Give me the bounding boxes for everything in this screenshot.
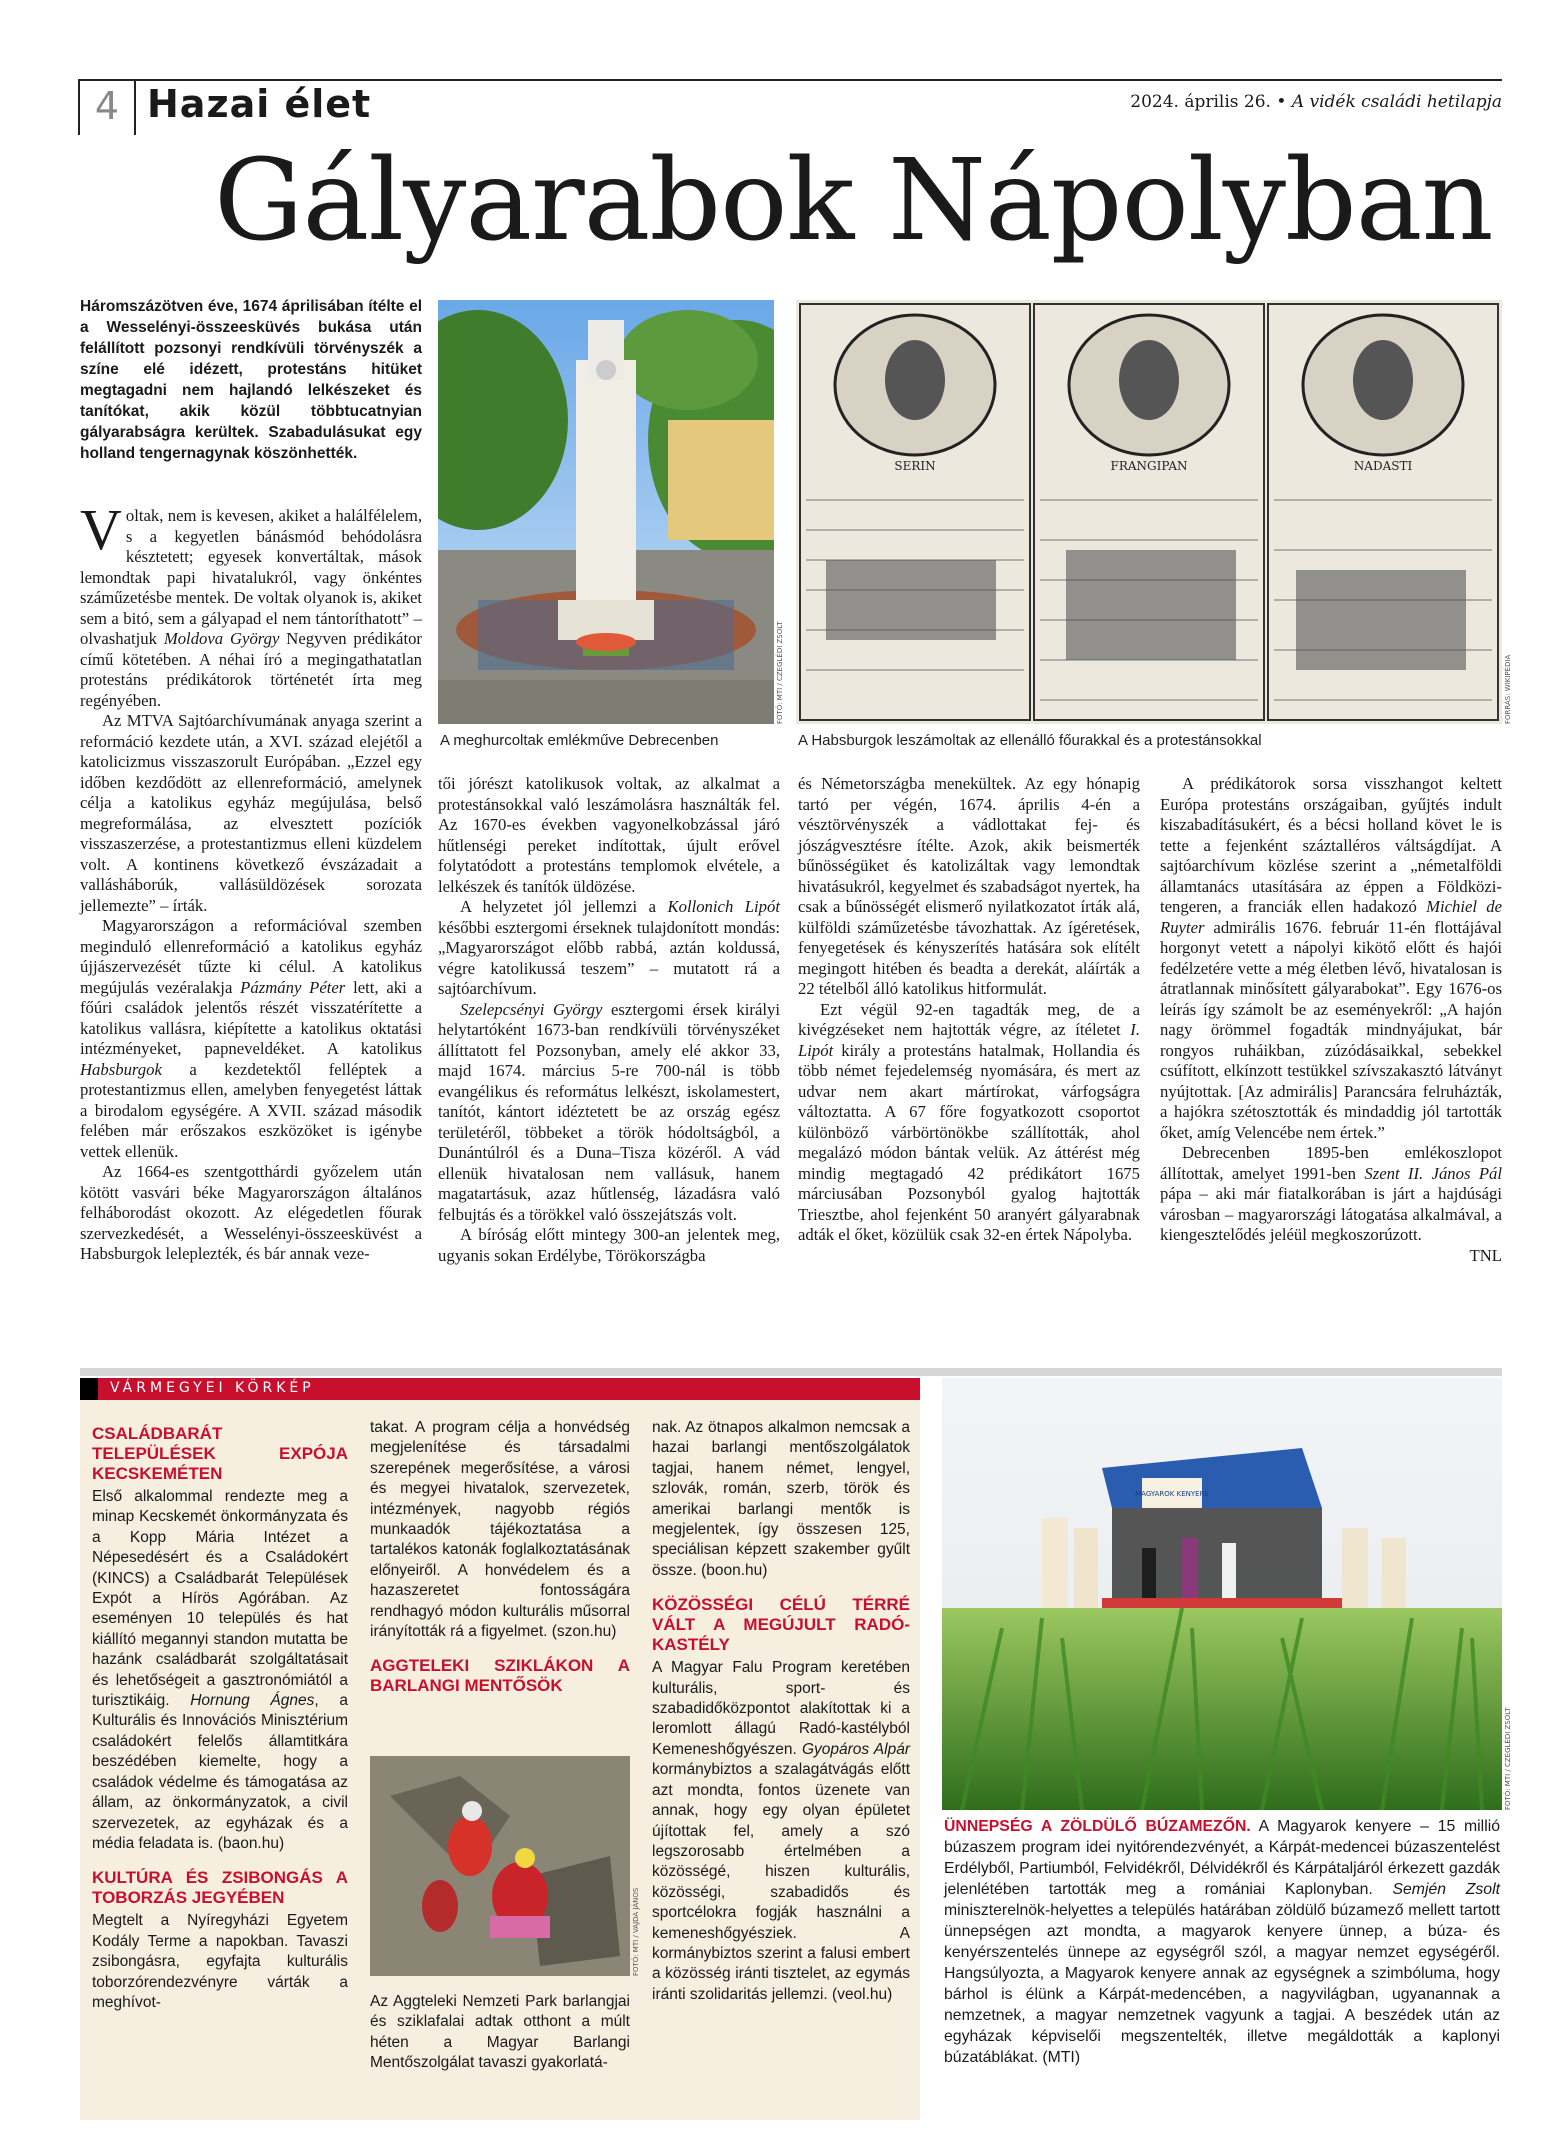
paragraph: Szelepcsényi György esztergomi érsek királyi helytartóként 1673-ban rendkívüli törvényszéket állíttatott fel Pozsonyban, amely elé akkor 33, majd 1674. március 5-re 700-nál is több evangélikus és református lelkészt, iskolamestert, tanítót, kántort idéztetett be az ország egész területéről, többeket a török hódoltságból, a Dunántúlról és a Duna–Tisza közéről. A vád ellenük hivatalosan nem vallásuk, hanem magatartásuk, azaz hűtlenség, lázadásra való felbujtás és a törökkel való összejátszás volt. [438, 999, 780, 1224]
article-column-2 [438, 774, 780, 1266]
wheat-field-ceremony-photo [942, 1378, 1502, 1810]
korkep-label-bar [80, 1378, 920, 1400]
paragraph: A prédikátorok sorsa visszhangot keltett Európa protestáns országaiban, gyűjtés indult kiszabadításukért, és a bécsi holland követ le is tette a fejenként száztalléros váltságdíjat. A sajtóarchívum közlése szerint a „németalföldi államtanács utasítására az éppen a Földközi-tengeren, a franciák ellen hadakozó Michiel de Ruyter admirális 1676. február 11-én flottájával horgonyt vetett a nápolyi kikötő előtt és hajói fedélzetére vette a még életben lévő, hivatalosan is átratlannak minősített gályarabokat”. Egy 1676-os leírás így számolt be az eseményekről: „A hajón nagy örömmel fogadták mindnyájukat, bár rongyos ruháikban, zúzódásaikkal, sebekkel csúfított, elkínzott testükkel szívszakasztó látványt nyújtottak. [Az admirális] Parancsára felruházták, a hajókra szétosztották és mindaddig jól tartották őket, amíg Velencébe nem értek.” [1160, 774, 1502, 1142]
photo-credit: FOTÓ: MTI / CZEGLÉDI ZSOLT [776, 621, 784, 724]
paragraph: Debrecenben 1895-ben emlékoszlopot állítottak, amelyet 1991-ben Szent II. János Pál pápa – aki már fiatalkorában is járt a hajdúsági városban – magyarországi látogatása alkalmával, a kiengesztelődés jeléül megkoszorúzott. [1160, 1143, 1502, 1244]
monument-photo [438, 300, 774, 724]
right-story-text: ÜNNEPSÉG A ZÖLDÜLŐ BÚZAMEZŐN. A Magyarok kenyere – 15 millió búzaszem program idei nyitórendezvényét, a Kárpát-medencei búzaszentelést Erdélyből, Partiumból, Felvidékről, Délvidékről és Kárpátaljáról érkezett gazdák jelenlétében tartották meg a romániai Kaplonyban. Semjén Zsolt miniszterelnök-helyettes a település határában zöldülő búzamező mellett tartott ünnepségen azt mondta, a magyarok kenyere ünnep, a búza- és kenyérszentelés ünnepe az egységről szól, a magyar nemzet egységéről. Hangsúlyozta, a Magyarok kenyere annak az egységnek a szimbóluma, hogy bárhol is élünk a Kárpát-medencében, a nagyvilágban, ugyanannak a nemzetnek, a magyar nemzetnek vagyunk a tagjai. A beszédek után az egyházak képviselői megszentelték, illetve megáldották a kaplonyi búzatáblákat. (MTI) [944, 1818, 1500, 2066]
news-text: Első alkalommal rendezte meg a minap Kecskemét önkormányzata és a Kopp Mária Intézet a Népesedésért és a Családokért (KINCS) a Családbarát Települések Expót a Hírös Agórában. Az eseményen 10 település és hat kiállító megannyi standon mutatta be hazánk családbarát szolgáltatásait és lehetőségeit a gasztronómiától a turisztikáig. Hornung Ágnes, a Kulturális és Innovációs Minisztérium családokért felelős államtitkára beszédében kiemelte, hogy a családok védelme és támogatása az állam, az önkormányzatok, a civil szervezetek, az egyházak és a média feladata is. (baon.hu) [92, 1488, 348, 1852]
illustration-credit: FORRÁS: WIKIPÉDIA [1504, 654, 1512, 724]
news-text: Megtelt a Nyíregyházi Egyetem Kodály Terme a napokban. Tavaszi zsibongásra, egyfajta kulturális toborzórendezvényre várták a meghívot- [92, 1912, 348, 2011]
illustration-caption: A Habsburgok leszámoltak az ellenálló főurakkal és a protestánsokkal [798, 732, 1262, 749]
issue-date: 2024. április 26. [1130, 92, 1271, 112]
paragraph: Ezt végül 92-en tagadták meg, de a kivégzéseket nem hajtották végre, az ítéletet I. Lipót király a protestáns hatalmak, Hollandia és több német fejedelemség nyomására, és mert az udvar nem akart mártírokat, várfogságra változtatta. A 67 főre fogyatkozott csoportot különböző várbörtönökbe szállították, ahol megalázó módon bántak velük. Az áttérést még mindig megtagadó 42 prédikátort 1675 márciusában Pozsonyból gyalog hajtották Triesztbe, ahol fejenként 50 aranyért gályarabnak adták el őket, közülük csak 32-en értek Nápolyba. [798, 999, 1140, 1244]
drop-cap: V [80, 497, 122, 562]
paragraph: tői jórészt katolikusok voltak, az alkalmat a protestánsokkal való leszámolásra használták fel. Az 1670-es években vagyonelkobzással járó hűtlenségi pereket indítottak, újult erővel folytatódott a protestáns templomok elvétele, a lelkészek és tanítók üldözése. [438, 774, 780, 896]
paragraph: Magyarországon a reformációval szemben meginduló ellenreformáció a katolikus egyház újjászervezését tűzte ki célul. A katolikus megújulás vezéralakja Pázmány Péter lett, aki a főúri családok jelentős részét visszatérítette a katolikus vallásra, kiépítette a katolikus oktatási intézményeket, papneveldéket. A katolikus Habsburgok a kezdetektől felléptek a protestantizmus ellen, amelyben fenyegetést láttak a birodalom egységére. A XVII. század második felében már erőszakos eszközöket is igénybe vettek ellenük. [80, 916, 422, 1161]
article-column-3 [798, 774, 1140, 1246]
news-text: Az Aggteleki Nemzeti Park barlangjai és sziklafalai adtak otthont a múlt héten a Magyar Barlangi Mentőszolgálat tavaszi gyakorlatá- [370, 1993, 630, 2072]
tent-banner-text: MAGYAROK KENYERE [1135, 1490, 1209, 1498]
portrait-label: NADASTI [1353, 459, 1413, 473]
page-number: 4 [94, 84, 120, 128]
header-rule [78, 79, 1502, 81]
korkep-column-2 [370, 1418, 630, 1699]
paragraph: és Németországba menekültek. Az egy hónapig tartó per végén, 1674. április 4-én a vésztörvényszék a vádlottakat fej- és jószágvesztésre ítélte. Azok, akik beismerték bűnösségüket és katolizáltak vagy lemondtak hivatásukról, kegyelmet és szabadságot nyertek, ha csak a bűnösségét elismerő nyilatkozatot írták alá, külföldi száműzetésbe távozhattak. Az ígéretések, fenyegetések és kényszerítés hatására sok elítélt megingott hitében és beadta a derekát, aláírták a 22 tételből álló katolikus hitformulát. [798, 774, 1140, 998]
cave-rescue-photo [370, 1756, 630, 1976]
article-column-1 [80, 497, 422, 1265]
paragraph: A bíróság előtt mintegy 300-an jelentek meg, ugyanis sokan Erdélybe, Törökországba [438, 1225, 780, 1265]
paragraph: Voltak, nem is kevesen, akiket a halálfélelem, s a kegyetlen bánásmód behódolásra késztetett; egyesek konvertáltak, mások lemondtak papi hivatalukról, vagy önkéntes száműzetésbe mentek. De voltak olyanok is, akiket sem a bitó, sem a gályapad el nem tántoríthatott” – olvashatjuk Moldova György Negyven prédikátor című kötetében. A néhai író a megingathatatlan protestáns prédikátorok történetét írta meg regényében. [80, 497, 422, 710]
news-title: AGGTELEKI SZIKLÁKON A BARLANGI MENTŐSÖK [370, 1656, 630, 1696]
korkep-column-1 [92, 1418, 348, 2013]
right-story-title: ÜNNEPSÉG A ZÖLDÜLŐ BÚZAMEZŐN. [944, 1818, 1251, 1835]
author-signature: TNL [1469, 1245, 1502, 1265]
portrait-label: SERIN [894, 459, 936, 473]
news-title: KÖZÖSSÉGI CÉLÚ TÉRRÉ VÁLT A MEGÚJULT RADÓ-KASTÉLY [652, 1595, 910, 1655]
article-lead: Háromszázötven éve, 1674 áprilisában ítélte el a Wesselényi-összeesküvés bukása után felállított pozsonyi rendkívüli törvényszék a színe elé idézett, protestáns hitüket megtagadni nem hajlandó lelkészeket és tanítókat, akik közül többtucatnyian gályarabságra kerültek. Szabadulásukat egy holland tengernagynak köszönhették. [80, 298, 422, 462]
paragraph: Az 1664-es szentgotthárdi győzelem után kötött vasvári béke Magyarországon általános felháborodást okozott. Az elégedetlen főurak szervezkedését, a Wesselényi-összeesküvést a Habsburgok leleplezték, és bár annak veze- [80, 1162, 422, 1263]
label-block [80, 1378, 98, 1400]
article-column-4 [1160, 774, 1502, 1266]
korkep-label: VÁRMEGYEI KÖRKÉP [110, 1380, 315, 1396]
bullet: • [1276, 92, 1287, 112]
dateline [1130, 92, 1502, 112]
news-text: takat. A program célja a honvédség megjelenítése és társadalmi szerepének megerősítése, a városi és megyei hivatalok, szervezetek, intézmények, nagyobb régiós munkaadók tájékoztatása a tartalékos katonák foglalkoztatásának előnyeiről. A honvédelem és a hazaszeretet fontosságára rendhagyó módon kulturális műsorral irányították rá a figyelmet. (szon.hu) [370, 1419, 630, 1641]
photo-credit: FOTÓ: MTI / VAJDA JÁNOS [632, 1887, 640, 1976]
news-title: CSALÁDBARÁT TELEPÜLÉSEK EXPÓJA KECSKEMÉTEN [92, 1424, 348, 1483]
news-text: nak. Az ötnapos alkalmon nemcsak a hazai barlangi mentőszolgálatok tagjai, hanem német, lengyel, szlovák, román, szerb, török és amerikai barlangi mentők is megjelentek, így összesen 125, speciálisan képzett szakember gyűlt össze. (boon.hu) [652, 1419, 910, 1579]
photo-caption: A meghurcoltak emlékműve Debrecenben [440, 732, 719, 749]
section-title: Hazai élet [147, 82, 372, 126]
news-text: A Magyar Falu Program keretében kulturális, sport- és szabadidőközpontot alakítottak ki a leromlott állagú Radó-kastélyból Kemeneshőgyészen. Gyopáros Alpár kormánybiztos a szalagátvágás előtt azt mondta, fontos üzenete van annak, hogy egy olyan épületet újítottak fel, amely a szó legszorosabb értelmében a közösségé, hiszen kulturális, közösségi, szabadidős és sportcélokra fogják használni a kemeneshőgyésziek. A kormánybiztos szerint a falusi embert a közösség iránti tisztelet, az egymás iránti szolidaritás jellemzi. (veol.hu) [652, 1659, 910, 2003]
portrait-label: FRANGIPAN [1110, 459, 1188, 473]
tagline: A vidék családi hetilapja [1291, 92, 1502, 112]
photo-credit: FOTÓ: MTI / CZEGLÉDI ZSOLT [1504, 1707, 1512, 1810]
news-title: KULTÚRA ÉS ZSIBONGÁS A TOBORZÁS JEGYÉBEN [92, 1868, 348, 1908]
paragraph: Az MTVA Sajtóarchívumának anyaga szerint a reformáció kezdete után, a XVI. század elejétől a katolicizmus visszaszorult Európában. „Ezzel egy időben kezdődött az ellenreformáció, amelynek célja a katolikus egyház megújulása, belső megreformálása, az elvesztett pozíciók visszaszerzése, a protestantizmus elleni küzdelem volt. A kontinens következő évszázadait a vallásháborúk, vallásüldözések sorozata jellemezte” – írták. [80, 711, 422, 915]
article-headline: Gályarabok Nápolyban [214, 136, 1493, 266]
korkep-column-3 [652, 1418, 910, 2005]
section-divider [80, 1368, 1502, 1376]
paragraph: A helyzetet jól jellemzi a Kollonich Lipót későbbi esztergomi érseknek tulajdonított mondás: „Magyarországot előbb rabbá, aztán koldussá, végre katolikussá teszem” – mutatott rá a sajtóarchívum. [438, 897, 780, 998]
engraving-illustration [796, 300, 1502, 724]
korkep-column-2-bottom [370, 1992, 630, 2074]
